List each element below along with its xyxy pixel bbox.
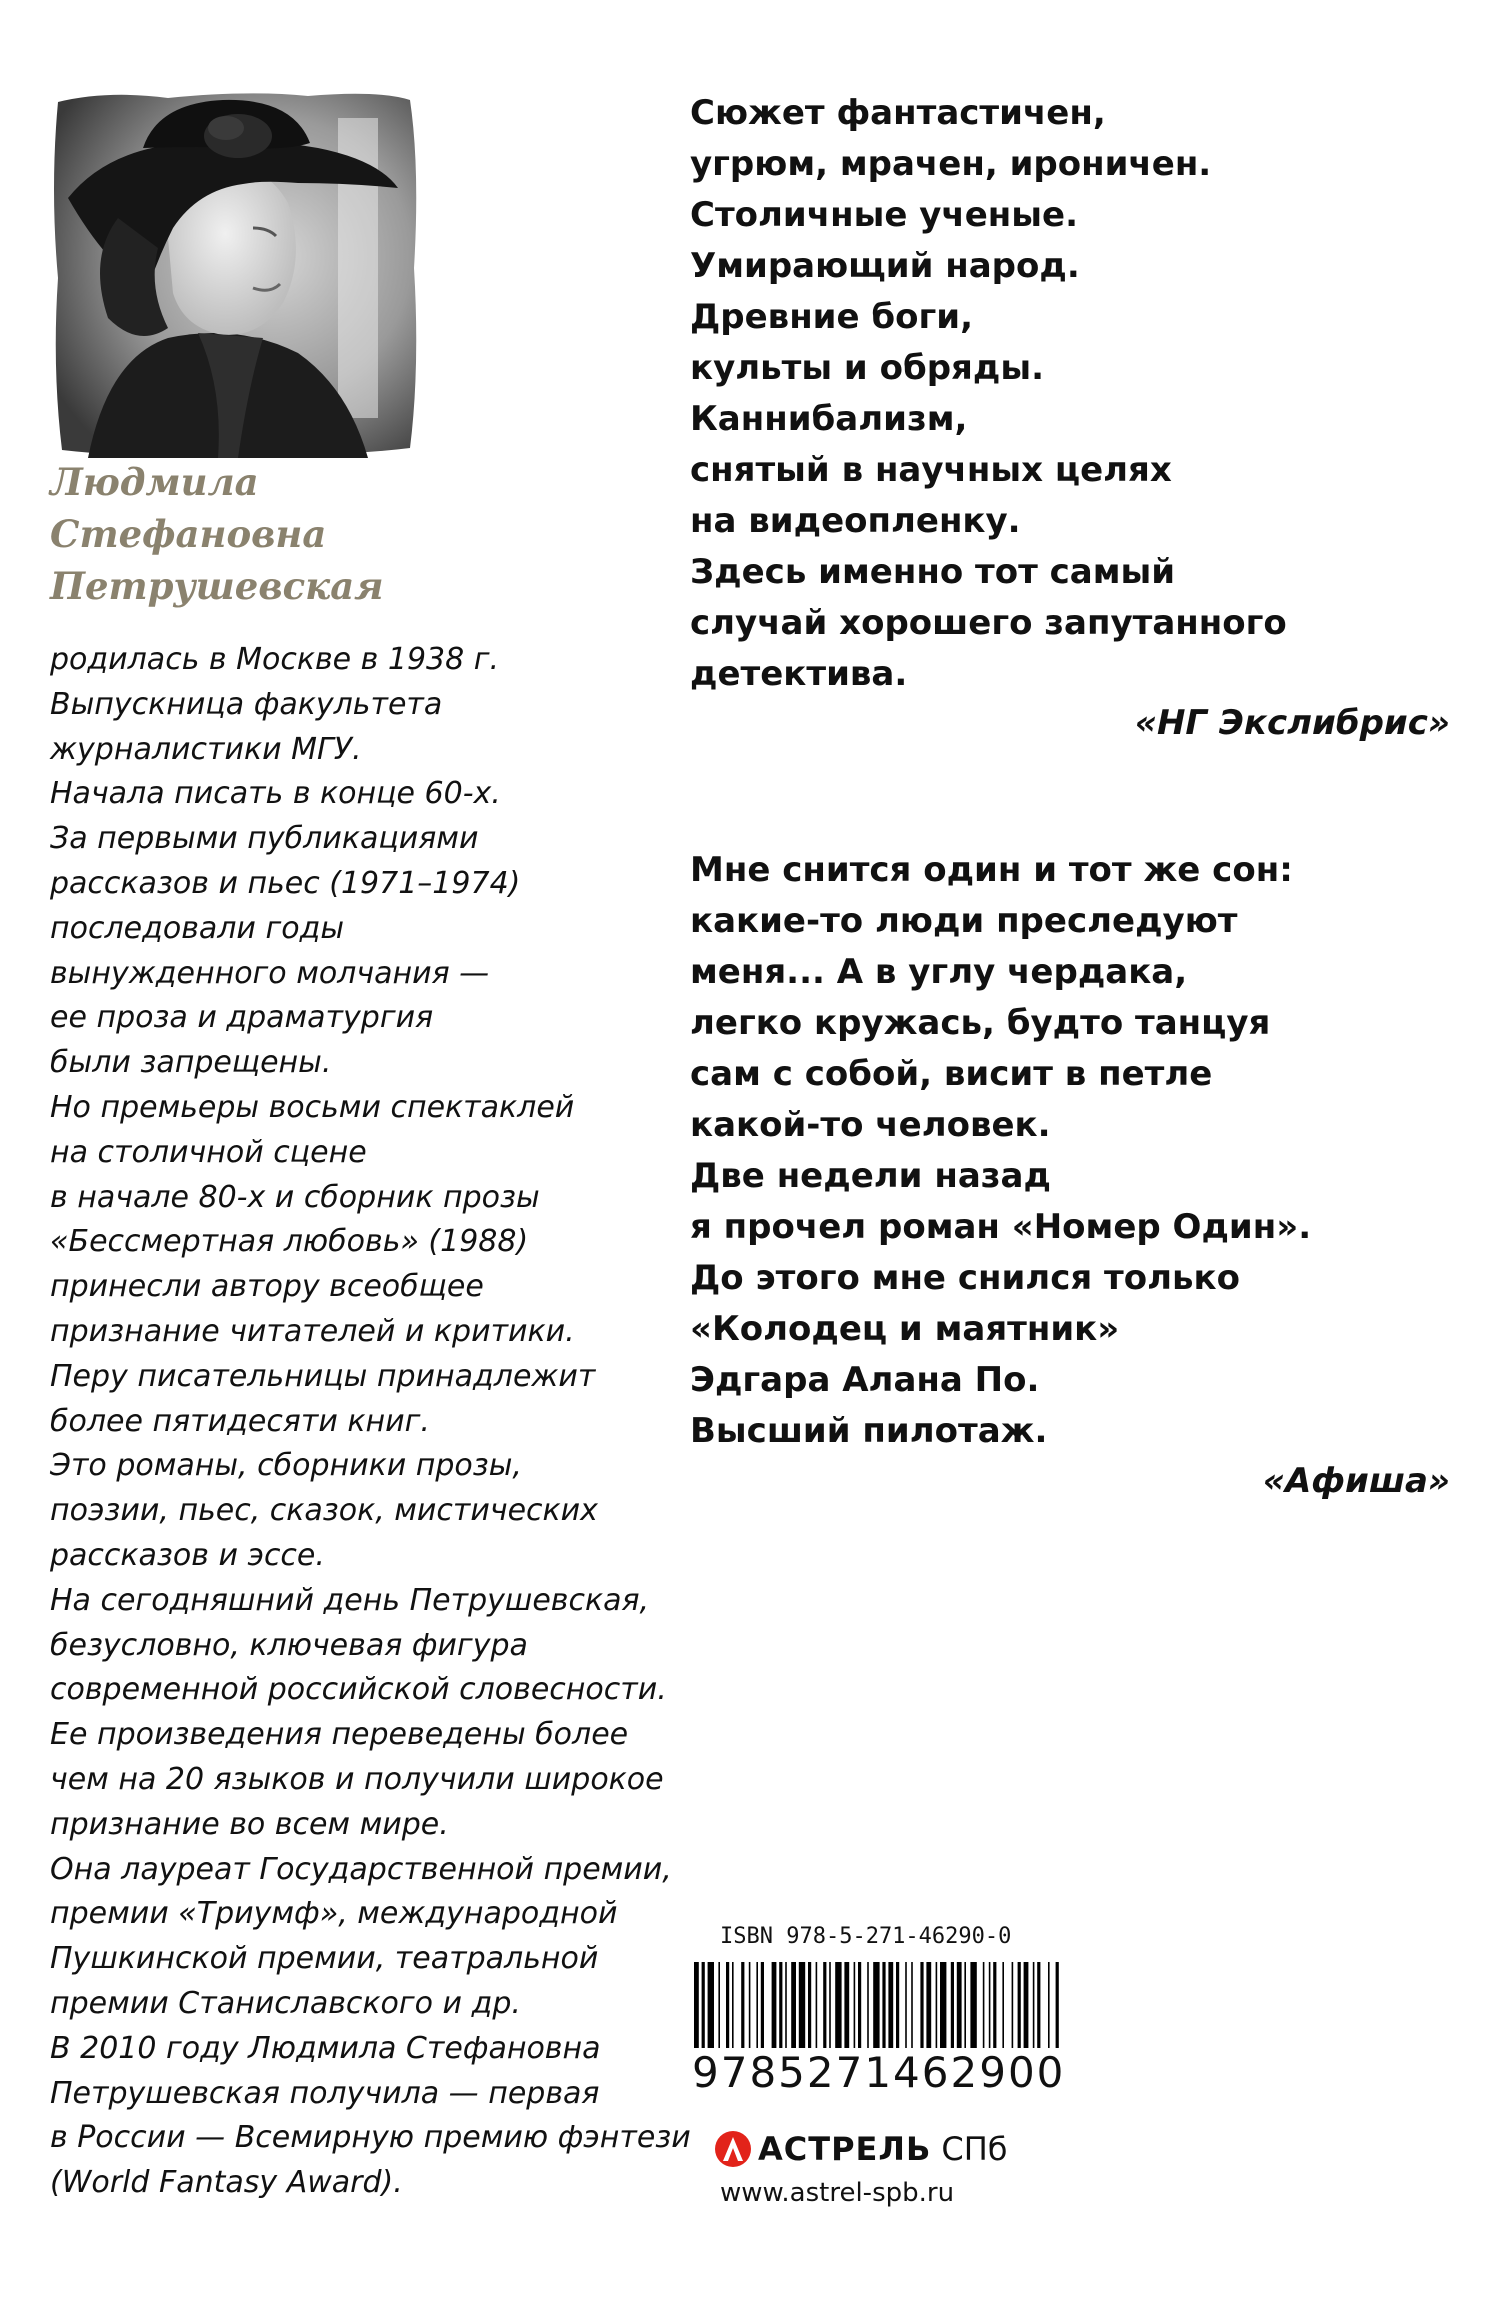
review-line: угрюм, мрачен, ироничен. — [690, 144, 1212, 184]
review-line: какой-то человек. — [690, 1105, 1051, 1145]
bio-line: (World Fantasy Award). — [50, 2165, 403, 2201]
bio-line: За первыми публикациями — [50, 821, 479, 857]
author-photo — [48, 88, 421, 460]
review-line: Эдгара Алана По. — [690, 1360, 1040, 1400]
bio-line: принесли автору всеобщее — [50, 1269, 484, 1305]
review-line: Столичные ученые. — [690, 195, 1078, 235]
bio-line: признание во всем мире. — [50, 1806, 449, 1842]
author-name — [50, 456, 450, 612]
astrel-logo-icon — [714, 2130, 752, 2168]
bio-line: Начала писать в конце 60-х. — [50, 776, 501, 812]
author-name-last: Петрушевская — [50, 564, 384, 608]
bio-line: Пушкинской премии, театральной — [50, 1941, 599, 1977]
review-afisha — [690, 845, 1450, 1501]
review-line: меня... А в углу чердака, — [690, 952, 1188, 992]
review-source: «НГ Экслибрис» — [1134, 703, 1450, 743]
publisher-url: www.astrel-spb.ru — [720, 2178, 955, 2208]
review-line: Мне снится один и тот же сон: — [690, 850, 1293, 890]
bio-line: Это романы, сборники прозы, — [50, 1448, 522, 1484]
bio-line: премии «Триумф», международной — [50, 1896, 618, 1932]
review-ng-exlibris — [690, 88, 1450, 743]
publisher-city: СПб — [941, 2130, 1008, 2168]
review-line: Сюжет фантастичен, — [690, 93, 1106, 133]
bio-line: современной российской словесности. — [50, 1672, 667, 1708]
review-line: культы и обряды. — [690, 348, 1044, 388]
bio-line: на столичной сцене — [50, 1134, 367, 1170]
author-name-patronymic: Стефановна — [50, 512, 327, 556]
bio-line: Она лауреат Государственной премии, — [50, 1851, 672, 1887]
isbn-label: ISBN 978-5-271-46290-0 — [720, 1924, 1012, 1949]
bio-line: ее проза и драматургия — [50, 1000, 434, 1036]
bio-line: безусловно, ключевая фигура — [50, 1627, 528, 1663]
review-line: До этого мне снился только — [690, 1258, 1240, 1298]
review-text — [690, 88, 1450, 700]
barcode-icon — [690, 1962, 1062, 2062]
bio-line: «Бессмертная любовь» (1988) — [50, 1224, 529, 1260]
bio-line: в начале 80-х и сборник прозы — [50, 1179, 540, 1215]
review-line: легко кружась, будто танцуя — [690, 1003, 1271, 1043]
bio-line: признание читателей и критики. — [50, 1313, 575, 1349]
review-line: случай хорошего запутанного — [690, 603, 1287, 643]
review-source: «Афиша» — [1262, 1461, 1450, 1501]
review-line: Здесь именно тот самый — [690, 552, 1176, 592]
review-line: Две недели назад — [690, 1156, 1051, 1196]
review-line: детектива. — [690, 654, 908, 694]
barcode-digits: 9785271462900 — [692, 2048, 1066, 2097]
bio-line: поэзии, пьес, сказок, мистических — [50, 1493, 598, 1529]
publisher-logo — [714, 2130, 1008, 2168]
review-line: я прочел роман «Номер Один». — [690, 1207, 1312, 1247]
bio-line: Ее произведения переведены более — [50, 1717, 629, 1753]
review-line: Древние боги, — [690, 297, 974, 337]
bio-line: Петрушевская получила — первая — [50, 2075, 600, 2111]
review-line: какие-то люди преследуют — [690, 901, 1238, 941]
review-line: Умирающий народ. — [690, 246, 1080, 286]
bio-line: вынужденного молчания — — [50, 955, 490, 991]
review-line: сам с собой, висит в петле — [690, 1054, 1213, 1094]
review-line: на видеопленку. — [690, 501, 1021, 541]
publisher-name: АСТРЕЛЬ — [758, 2130, 932, 2168]
author-biography — [50, 638, 690, 2206]
bio-line: рассказов и пьес (1971–1974) — [50, 865, 521, 901]
review-line: Высший пилотаж. — [690, 1411, 1048, 1451]
bio-line: более пятидесяти книг. — [50, 1403, 430, 1439]
bio-line: Выпускница факультета — [50, 686, 443, 722]
review-line: «Колодец и маятник» — [690, 1309, 1120, 1349]
bio-line: чем на 20 языков и получили широкое — [50, 1761, 664, 1797]
review-line: снятый в научных целях — [690, 450, 1172, 490]
bio-line: последовали годы — [50, 910, 345, 946]
bio-line: В 2010 году Людмила Стефановна — [50, 2030, 601, 2066]
bio-line: На сегодняшний день Петрушевская, — [50, 1582, 650, 1618]
author-name-first: Людмила — [50, 460, 259, 504]
review-line: Каннибализм, — [690, 399, 968, 439]
bio-line: Но премьеры восьми спектаклей — [50, 1089, 575, 1125]
bio-line: журналистики МГУ. — [50, 731, 362, 767]
bio-line: рассказов и эссе. — [50, 1537, 325, 1573]
bio-line: были запрещены. — [50, 1045, 332, 1081]
bio-line: родилась в Москве в 1938 г. — [50, 642, 500, 677]
bio-line: в России — Всемирную премию фэнтези — [50, 2120, 691, 2156]
review-text — [690, 845, 1450, 1457]
bio-line: премии Станиславского и др. — [50, 1985, 521, 2021]
bio-line: Перу писательницы принадлежит — [50, 1358, 596, 1394]
